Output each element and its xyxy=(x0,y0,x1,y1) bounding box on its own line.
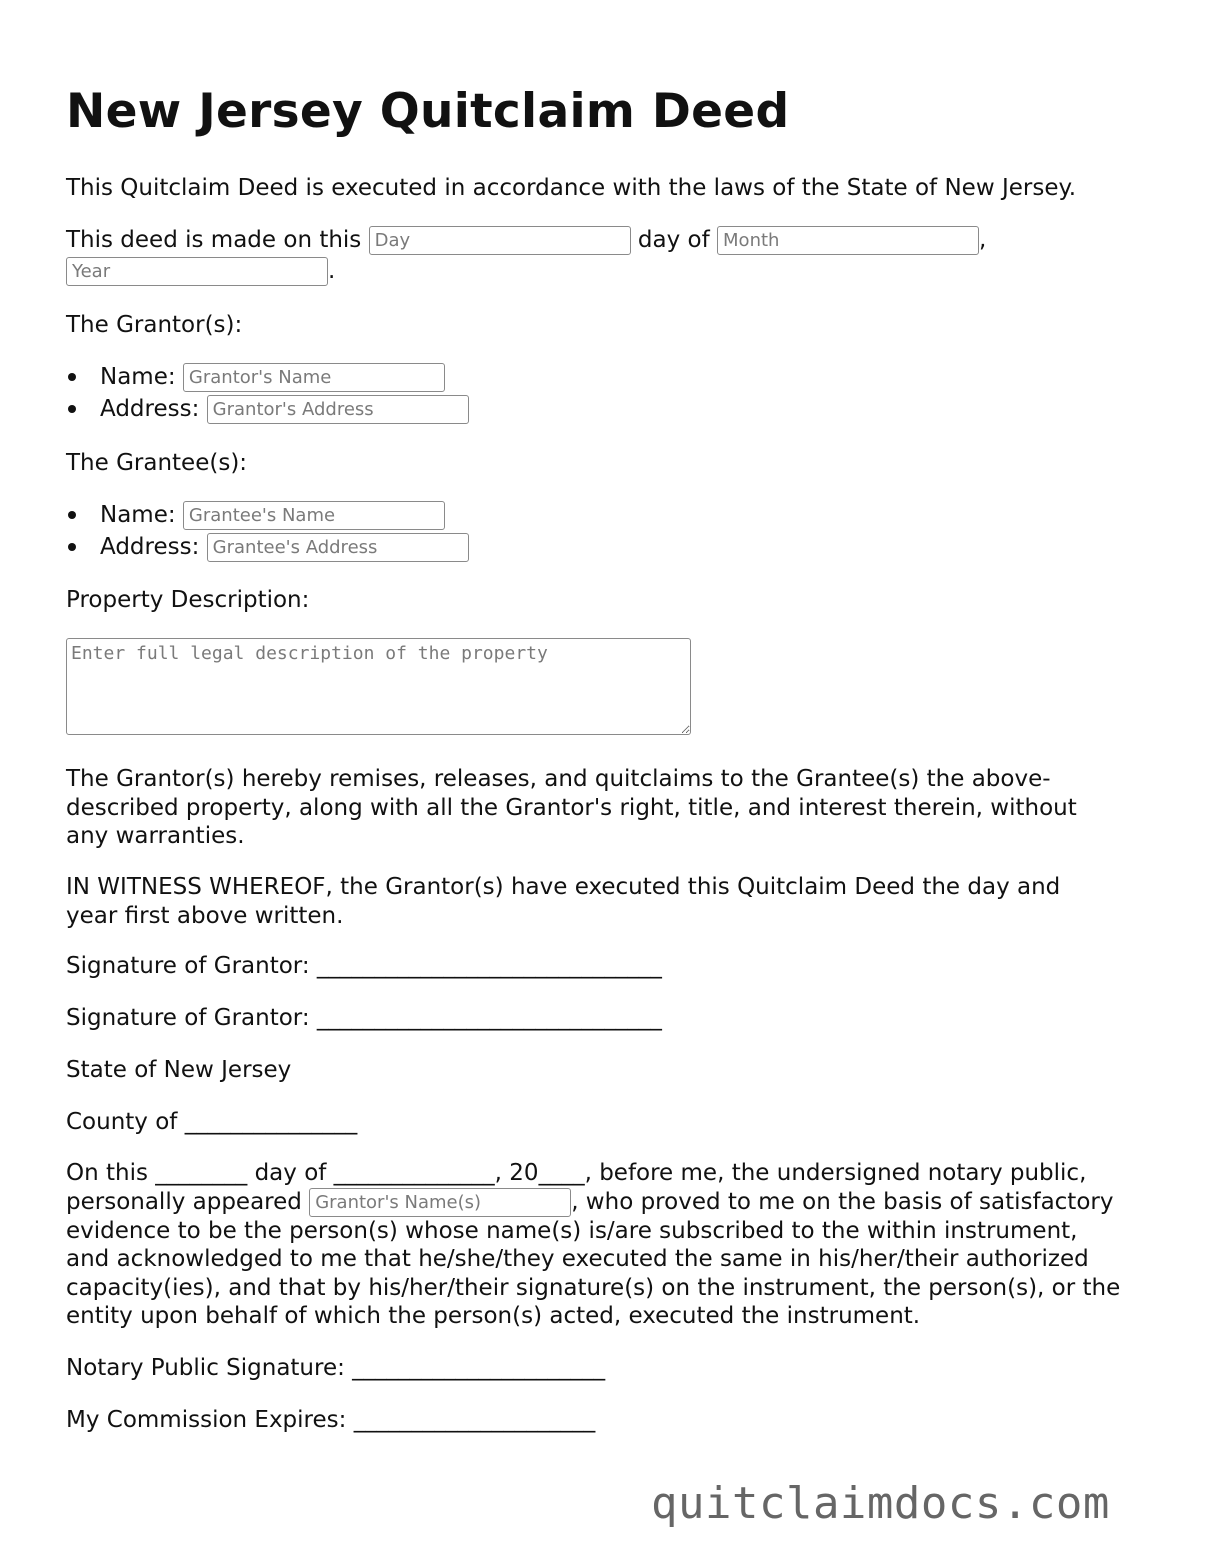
notary-signature-line: Notary Public Signature: ______________________ xyxy=(66,1355,606,1381)
grantee-address-label: Address: xyxy=(100,533,200,560)
grantee-name-label: Name: xyxy=(100,502,176,528)
date-comma: , xyxy=(979,227,987,253)
county-line: County of _______________ xyxy=(66,1109,358,1135)
bullet-icon xyxy=(68,405,76,413)
list-item xyxy=(100,394,469,426)
page-title: New Jersey Quitclaim Deed xyxy=(66,84,790,139)
list-item xyxy=(100,362,469,394)
year-input[interactable] xyxy=(66,257,328,286)
conveyance-line: The Grantor(s) hereby remises, releases, and quitclaims to the Grantee(s) the above- xyxy=(66,766,1051,792)
bullet-icon xyxy=(68,543,76,551)
date-middle: day of xyxy=(637,227,710,253)
property-heading: Property Description: xyxy=(66,587,310,613)
grantor-signature-line: Signature of Grantor: ______________________________ xyxy=(66,953,662,979)
month-input[interactable] xyxy=(717,226,979,255)
date-prefix: This deed is made on this xyxy=(66,227,362,253)
grantor-address-label: Address: xyxy=(100,395,200,422)
witness-line: year first above written. xyxy=(66,902,344,929)
notary-line: On this ________ day of ______________, 20____, before me, the undersigned notary public, xyxy=(66,1160,1087,1186)
date-line xyxy=(66,226,986,255)
grantor-list xyxy=(100,362,469,425)
notary-line: and acknowledged to me that he/she/they executed the same in his/her/their authorized xyxy=(66,1246,1089,1272)
bullet-icon xyxy=(68,511,76,519)
grantor-name-input[interactable] xyxy=(183,363,445,392)
conveyance-paragraph xyxy=(66,765,1151,851)
bullet-icon xyxy=(68,373,76,381)
conveyance-line: any warranties. xyxy=(66,823,245,849)
intro-text: This Quitclaim Deed is executed in accordance with the laws of the State of New Jersey. xyxy=(66,175,1077,201)
commission-expires-line: My Commission Expires: _____________________ xyxy=(66,1407,596,1433)
notary-paragraph xyxy=(66,1159,1151,1331)
grantor-name-label: Name: xyxy=(100,364,176,390)
grantee-list xyxy=(100,500,469,563)
notary-line: capacity(ies), and that by his/her/their signature(s) on the instrument, the person(s), or the xyxy=(66,1274,1121,1301)
grantee-heading: The Grantee(s): xyxy=(66,450,248,476)
watermark: quitclaimdocs.com xyxy=(651,1478,1110,1529)
property-description-textarea[interactable] xyxy=(66,638,691,735)
conveyance-line: described property, along with all the Grantor's right, title, and interest therein, without xyxy=(66,794,1077,821)
notary-line: evidence to be the person(s) whose name(s) is/are subscribed to the within instrument, xyxy=(66,1217,1078,1244)
list-item xyxy=(100,500,469,532)
day-input[interactable] xyxy=(369,226,631,255)
notary-line xyxy=(66,1188,1151,1217)
grantor-address-input[interactable] xyxy=(207,395,469,424)
grantor-heading: The Grantor(s): xyxy=(66,312,243,338)
notary-line: entity upon behalf of which the person(s) acted, executed the instrument. xyxy=(66,1303,921,1329)
witness-paragraph xyxy=(66,873,1151,930)
grantor-signature-line: Signature of Grantor: ______________________________ xyxy=(66,1005,662,1031)
date-year-line xyxy=(66,257,335,286)
grantee-address-input[interactable] xyxy=(207,533,469,562)
grantee-name-input[interactable] xyxy=(183,501,445,530)
state-line: State of New Jersey xyxy=(66,1057,292,1083)
appeared-suffix: , who proved to me on the basis of satisfactory xyxy=(571,1188,1114,1215)
appeared-prefix: personally appeared xyxy=(66,1188,302,1215)
grantor-names-input[interactable] xyxy=(309,1188,571,1217)
list-item xyxy=(100,532,469,564)
date-period: . xyxy=(328,258,336,284)
witness-line: IN WITNESS WHEREOF, the Grantor(s) have executed this Quitclaim Deed the day and xyxy=(66,874,1061,900)
